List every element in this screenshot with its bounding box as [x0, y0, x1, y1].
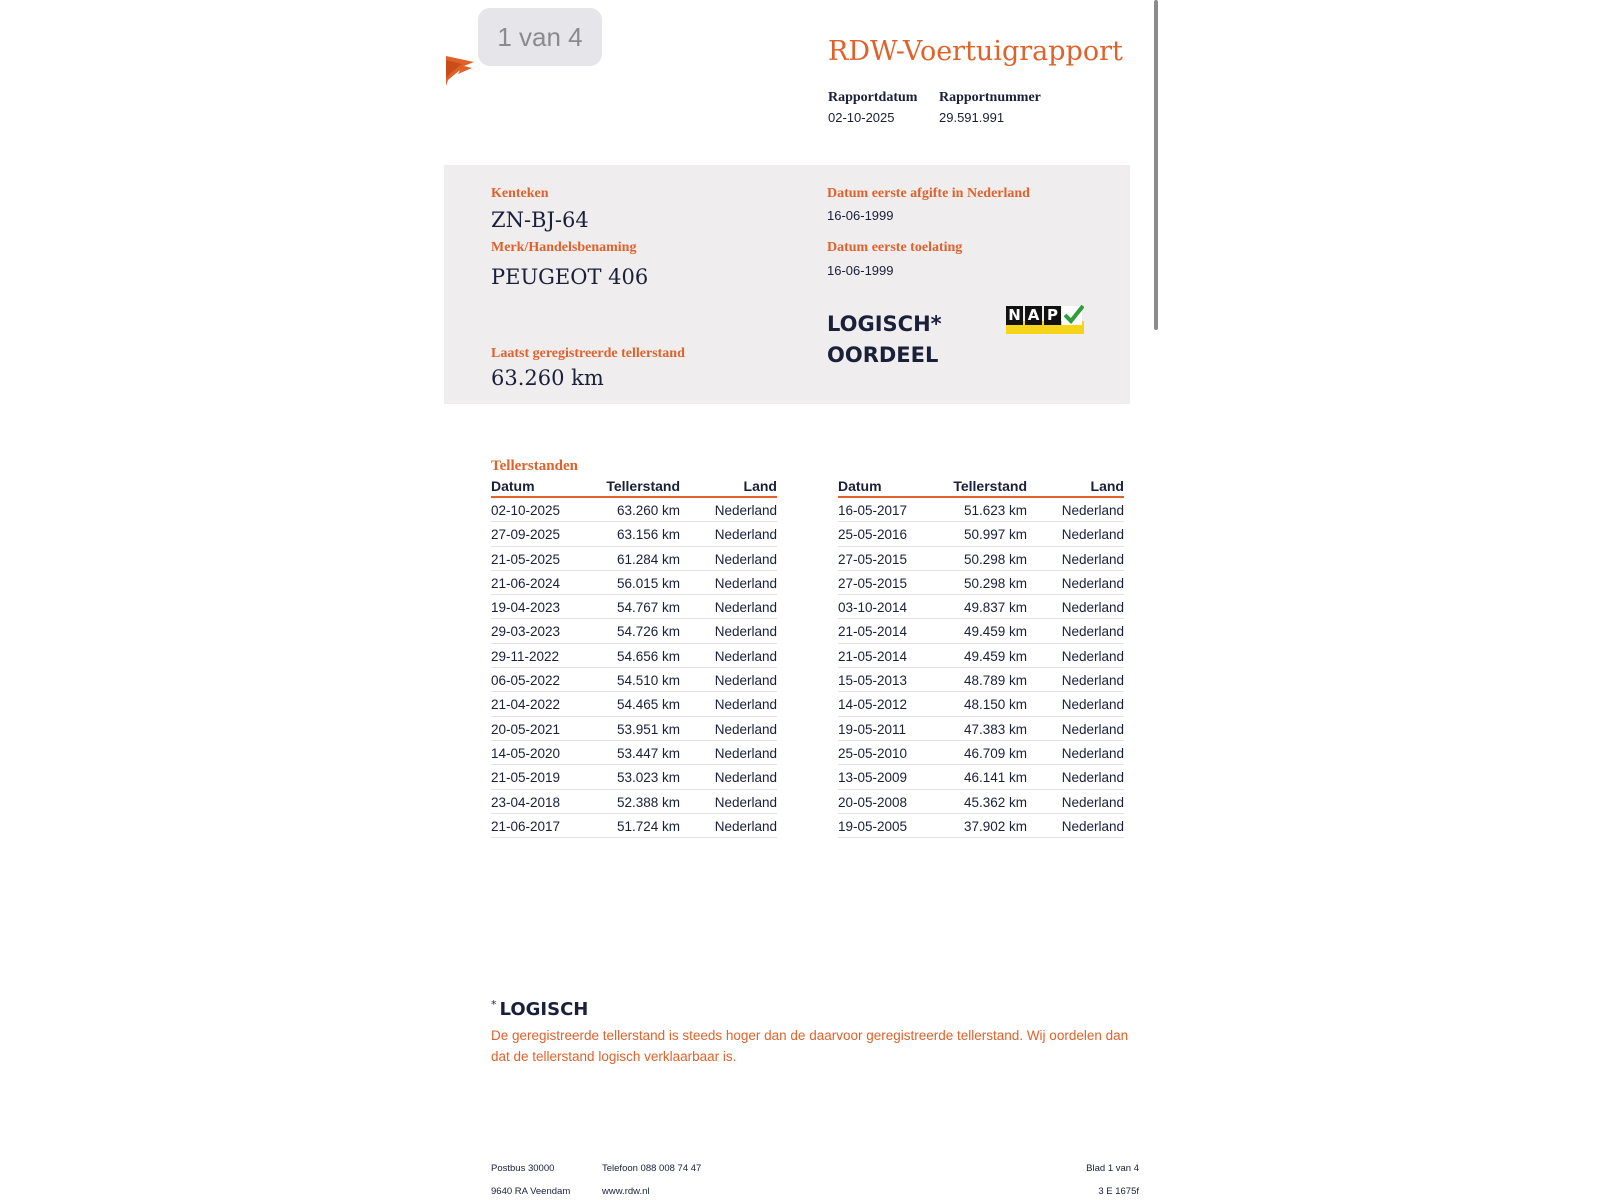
cell-tellerstand: 54.726 km: [616, 624, 680, 640]
table-row: [838, 741, 1124, 765]
table-row: [491, 741, 777, 765]
cell-land: Nederland: [714, 600, 777, 616]
table-row: [491, 644, 777, 668]
cell-tellerstand: 56.015 km: [616, 575, 680, 591]
cell-land: Nederland: [1061, 600, 1124, 616]
table-row: [491, 765, 777, 789]
cell-datum: 20-05-2008: [838, 794, 908, 810]
cell-land: Nederland: [714, 721, 777, 737]
cell-datum: 21-05-2014: [838, 648, 908, 664]
cell-land: Nederland: [1061, 794, 1124, 810]
header-tellerstand: Tellerstand: [606, 478, 680, 494]
cell-tellerstand: 48.150 km: [963, 697, 1027, 713]
cell-datum: 21-04-2022: [491, 697, 561, 713]
footnote-title-text: LOGISCH: [499, 999, 589, 1020]
nap-letter-p: P: [1044, 306, 1061, 325]
footer-telefoon: Telefoon 088 008 74 47: [602, 1163, 702, 1174]
checkmark-icon: [1062, 304, 1084, 326]
cell-tellerstand: 63.260 km: [616, 503, 680, 518]
table-row: [838, 668, 1124, 692]
nap-letter-a: A: [1025, 306, 1042, 325]
rdw-logo-icon: [444, 50, 478, 90]
kenteken-value: ZN-BJ-64: [491, 208, 589, 232]
cell-datum: 06-05-2022: [491, 673, 561, 689]
cell-datum: 21-06-2024: [491, 575, 561, 591]
table-row: [491, 571, 777, 595]
cell-land: Nederland: [714, 745, 777, 761]
report-title: RDW-Voertuigrapport: [828, 36, 1123, 67]
toelating-value: 16-06-1999: [827, 263, 894, 278]
table-row: [491, 595, 777, 619]
table-row: [838, 790, 1124, 814]
cell-land: Nederland: [1061, 673, 1124, 689]
report-date-label: Rapportdatum: [828, 90, 918, 105]
report-date-value: 02-10-2025: [828, 110, 895, 125]
cell-land: Nederland: [1061, 818, 1124, 834]
report-number-value: 29.591.991: [939, 110, 1005, 125]
table-row: [838, 765, 1124, 789]
footer-adres: 9640 RA Veendam: [491, 1186, 571, 1197]
page-indicator: 1 van 4: [478, 8, 602, 66]
table-body: [838, 498, 1124, 838]
merk-label: Merk/Handelsbenaming: [491, 240, 637, 255]
table-row: [491, 619, 777, 643]
cell-datum: 29-03-2023: [491, 624, 561, 640]
cell-land: Nederland: [714, 551, 777, 567]
cell-tellerstand: 49.459 km: [963, 648, 1027, 664]
cell-datum: 29-11-2022: [491, 648, 560, 664]
cell-land: Nederland: [1061, 551, 1124, 567]
header-datum: Datum: [491, 478, 535, 494]
cell-datum: 27-09-2025: [491, 527, 561, 543]
table-row: [491, 547, 777, 571]
cell-land: Nederland: [1061, 721, 1124, 737]
cell-tellerstand: 49.837 km: [963, 600, 1027, 616]
cell-datum: 27-05-2015: [838, 575, 908, 591]
scrollbar[interactable]: [1154, 0, 1158, 330]
cell-land: Nederland: [714, 794, 777, 810]
footer-code: 3 E 1675f: [1098, 1186, 1139, 1197]
cell-tellerstand: 46.709 km: [963, 745, 1027, 761]
table-row: [491, 790, 777, 814]
cell-tellerstand: 51.623 km: [963, 503, 1027, 518]
footer-website[interactable]: www.rdw.nl: [602, 1186, 650, 1197]
cell-datum: 25-05-2010: [838, 745, 908, 761]
table-row: [491, 498, 777, 522]
nap-badge: [1006, 306, 1084, 338]
cell-land: Nederland: [1061, 624, 1124, 640]
header-datum: Datum: [838, 478, 882, 494]
cell-land: Nederland: [1061, 770, 1124, 786]
cell-datum: 16-05-2017: [838, 503, 908, 518]
cell-datum: 15-05-2013: [838, 673, 908, 689]
cell-land: Nederland: [714, 673, 777, 689]
cell-land: Nederland: [714, 648, 777, 664]
oordeel-line-1: LOGISCH*: [827, 312, 942, 336]
kenteken-label: Kenteken: [491, 186, 549, 201]
oordeel-text: [827, 309, 942, 371]
cell-tellerstand: 52.388 km: [616, 794, 680, 810]
nap-letter-n: N: [1006, 306, 1023, 325]
table-row: [491, 814, 777, 838]
cell-tellerstand: 49.459 km: [963, 624, 1027, 640]
cell-land: Nederland: [1061, 648, 1124, 664]
table-row: [838, 814, 1124, 838]
afgifte-label: Datum eerste afgifte in Nederland: [827, 186, 1030, 201]
cell-tellerstand: 50.997 km: [963, 527, 1027, 543]
footnote-marker: *: [491, 998, 497, 1011]
tellerstanden-title: Tellerstanden: [491, 458, 578, 474]
cell-land: Nederland: [714, 770, 777, 786]
cell-land: Nederland: [714, 575, 777, 591]
cell-datum: 19-05-2005: [838, 818, 908, 834]
cell-land: Nederland: [1061, 575, 1124, 591]
oordeel-line-2: OORDEEL: [827, 343, 939, 367]
cell-tellerstand: 53.951 km: [616, 721, 680, 737]
cell-tellerstand: 50.298 km: [963, 551, 1027, 567]
cell-datum: 02-10-2025: [491, 503, 561, 518]
cell-datum: 14-05-2012: [838, 697, 908, 713]
table-row: [838, 522, 1124, 546]
toelating-label: Datum eerste toelating: [827, 240, 963, 255]
table-row: [838, 547, 1124, 571]
afgifte-value: 16-06-1999: [827, 208, 894, 223]
cell-datum: 25-05-2016: [838, 527, 908, 543]
cell-tellerstand: 37.902 km: [963, 818, 1027, 834]
table-row: [491, 522, 777, 546]
cell-datum: 20-05-2021: [491, 721, 561, 737]
cell-datum: 21-05-2025: [491, 551, 561, 567]
cell-datum: 21-05-2019: [491, 770, 561, 786]
cell-land: Nederland: [1061, 745, 1124, 761]
table-row: [491, 668, 777, 692]
cell-land: Nederland: [714, 624, 777, 640]
cell-tellerstand: 54.767 km: [616, 600, 680, 616]
table-header: [838, 478, 1124, 498]
header-land: Land: [1090, 478, 1124, 494]
tellerstand-value: 63.260 km: [491, 366, 604, 390]
cell-datum: 27-05-2015: [838, 551, 908, 567]
cell-datum: 23-04-2018: [491, 794, 561, 810]
cell-datum: 14-05-2020: [491, 745, 561, 761]
cell-land: Nederland: [1061, 527, 1124, 543]
footer-postbus: Postbus 30000: [491, 1163, 555, 1174]
cell-tellerstand: 61.284 km: [616, 551, 680, 567]
cell-datum: 13-05-2009: [838, 770, 908, 786]
cell-tellerstand: 54.465 km: [616, 697, 680, 713]
cell-tellerstand: 51.724 km: [616, 818, 680, 834]
cell-land: Nederland: [714, 527, 777, 543]
cell-datum: 21-05-2014: [838, 624, 908, 640]
cell-datum: 19-05-2011: [838, 721, 907, 737]
cell-land: Nederland: [714, 818, 777, 834]
table-row: [491, 692, 777, 716]
report-number-label: Rapportnummer: [939, 90, 1041, 105]
footnote-title: [491, 998, 588, 1020]
cell-tellerstand: 46.141 km: [963, 770, 1027, 786]
cell-tellerstand: 47.383 km: [963, 721, 1027, 737]
tellerstanden-table-left: [491, 478, 777, 838]
table-row: [491, 717, 777, 741]
tellerstand-label: Laatst geregistreerde tellerstand: [491, 346, 685, 361]
cell-tellerstand: 54.510 km: [616, 673, 680, 689]
footnote-text: De geregistreerde tellerstand is steeds hoger dan de daarvoor geregistreerde tellerstand. Wij oordelen dan dat de tellerstand logisch verklaarbaar is.: [491, 1028, 1129, 1064]
table-row: [838, 692, 1124, 716]
cell-land: Nederland: [1061, 697, 1124, 713]
table-row: [838, 619, 1124, 643]
table-row: [838, 498, 1124, 522]
cell-land: Nederland: [714, 697, 777, 713]
footer-blad: Blad 1 van 4: [1086, 1163, 1139, 1174]
header-land: Land: [743, 478, 777, 494]
cell-tellerstand: 48.789 km: [963, 673, 1027, 689]
cell-land: Nederland: [714, 503, 777, 518]
tellerstanden-table-right: [838, 478, 1124, 838]
cell-datum: 19-04-2023: [491, 600, 561, 616]
cell-tellerstand: 45.362 km: [963, 794, 1027, 810]
header-tellerstand: Tellerstand: [953, 478, 1027, 494]
cell-tellerstand: 53.447 km: [616, 745, 680, 761]
cell-land: Nederland: [1061, 503, 1124, 518]
cell-datum: 03-10-2014: [838, 600, 908, 616]
table-row: [838, 571, 1124, 595]
table-row: [838, 644, 1124, 668]
cell-tellerstand: 53.023 km: [616, 770, 680, 786]
merk-value: PEUGEOT 406: [491, 265, 649, 289]
cell-tellerstand: 63.156 km: [616, 527, 680, 543]
table-row: [838, 595, 1124, 619]
cell-datum: 21-06-2017: [491, 818, 561, 834]
table-body: [491, 498, 777, 838]
table-header: [491, 478, 777, 498]
cell-tellerstand: 50.298 km: [963, 575, 1027, 591]
table-row: [838, 717, 1124, 741]
cell-tellerstand: 54.656 km: [616, 648, 680, 664]
